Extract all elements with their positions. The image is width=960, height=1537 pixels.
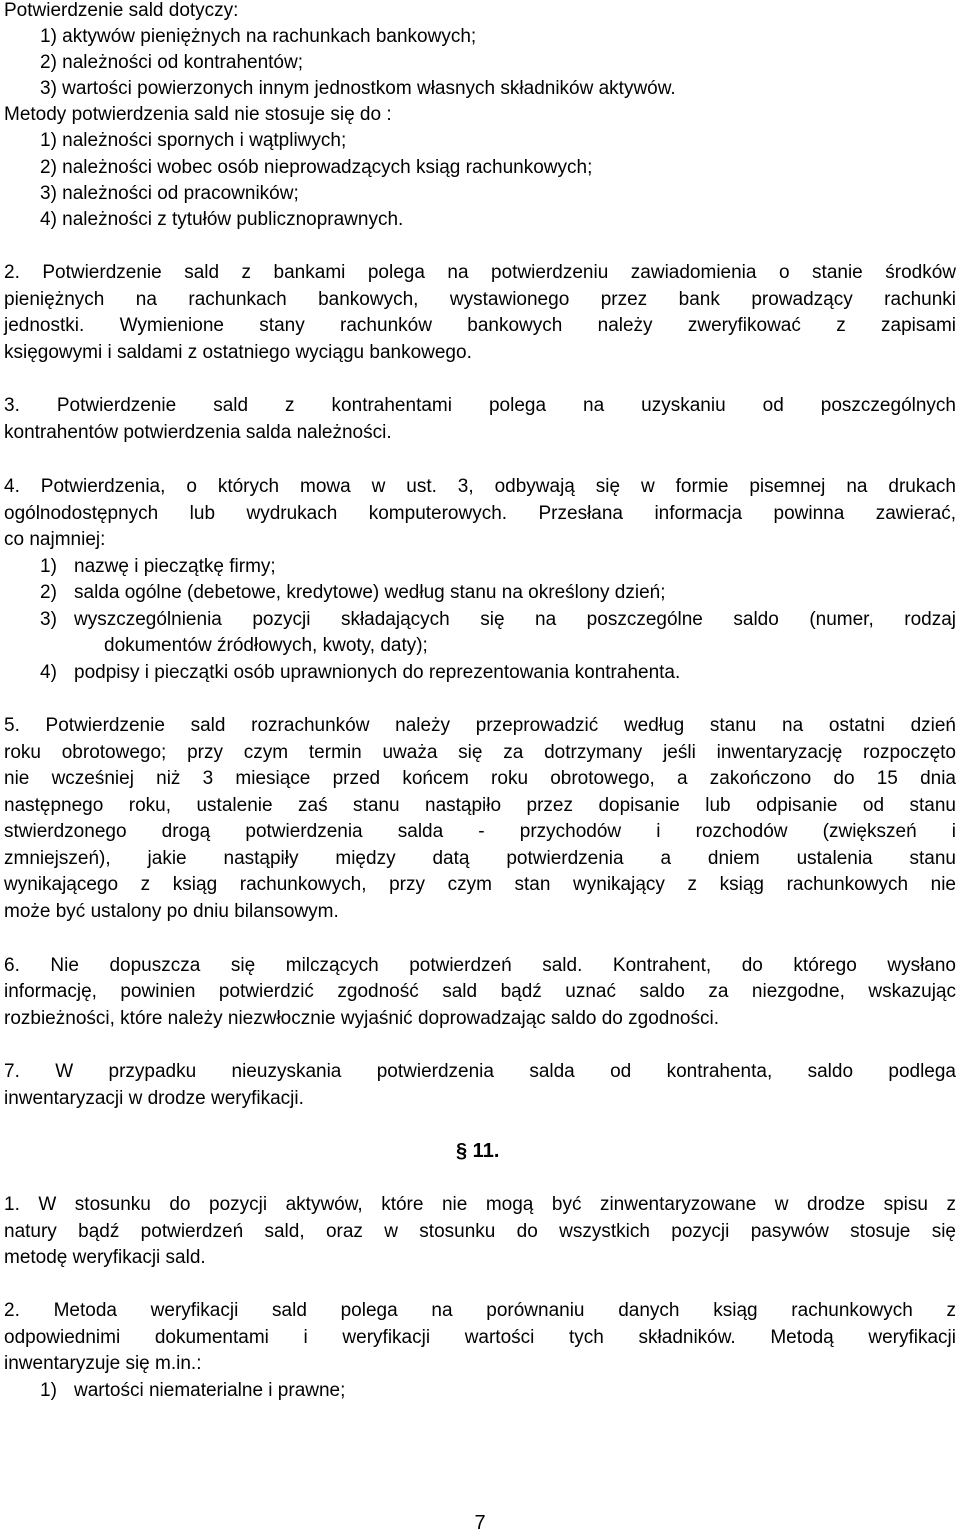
section-title: § 11.: [456, 1140, 500, 1162]
paragraph-6-line: 6. Nie dopuszcza się milczących potwierdzeń sald. Kontrahent, do którego wysłano: [4, 955, 956, 976]
paragraph-7-line: 7. W przypadku nieuzyskania potwierdzenia salda od kontrahenta, saldo podlega: [4, 1061, 956, 1082]
paragraph-4-line: co najmniej:: [4, 529, 106, 550]
paragraph-2-line: pieniężnych na rachunkach bankowych, wystawionego przez bank prowadzący rachunki: [4, 289, 956, 310]
section-paragraph-2-line: inwentaryzuje się m.in.:: [4, 1353, 202, 1374]
exclusion-item: 4) należności z tytułów publicznoprawnych.: [40, 209, 404, 230]
paragraph-2-line: księgowymi i saldami z ostatniego wyciągu bankowego.: [4, 342, 472, 363]
exclusion-item: 2) należności wobec osób nieprowadzących ksiąg rachunkowych;: [40, 157, 593, 178]
intro-item: 2) należności od kontrahentów;: [40, 52, 303, 73]
paragraph-3-line: kontrahentów potwierdzenia salda należności.: [4, 422, 392, 443]
paragraph-6-line: informację, powinien potwierdzić zgodność sald bądź uznać saldo za niezgodne, wskazując: [4, 981, 956, 1002]
intro-item: 1) aktywów pieniężnych na rachunkach bankowych;: [40, 26, 477, 47]
paragraph-5-line: 5. Potwierdzenie sald rozrachunków należy przeprowadzić według stanu na ostatni dzień: [4, 715, 956, 736]
paragraph-5-line: następnego roku, ustalenie zaś stanu nastąpiło przez dopisanie lub odpisanie od stanu: [4, 795, 956, 816]
paragraph-6-line: rozbieżności, które należy niezwłocznie wyjaśnić doprowadzając saldo do zgodności.: [4, 1008, 719, 1029]
section-paragraph-2-item-text: wartości niematerialne i prawne;: [74, 1380, 346, 1401]
section-paragraph-2-item-number: 1): [40, 1380, 57, 1401]
paragraph-4-item-number: 2): [40, 582, 57, 603]
intro-heading: Potwierdzenie sald dotyczy:: [4, 0, 239, 21]
section-paragraph-2-line: 2. Metoda weryfikacji sald polega na porównaniu danych ksiąg rachunkowych z: [4, 1300, 956, 1321]
paragraph-4-item-text: salda ogólne (debetowe, kredytowe) według stanu na określony dzień;: [74, 582, 666, 603]
paragraph-4-item-text: wyszczególnienia pozycji składających się na poszczególne saldo (numer, rodzaj: [74, 609, 956, 630]
paragraph-3-line: 3. Potwierdzenie sald z kontrahentami polega na uzyskaniu od poszczególnych: [4, 395, 956, 416]
paragraph-4-item-number: 3): [40, 609, 57, 630]
page-number: 7: [474, 1512, 486, 1534]
paragraph-2-line: jednostki. Wymienione stany rachunków bankowych należy zweryfikować z zapisami: [4, 315, 956, 336]
paragraph-4-item-text: nazwę i pieczątkę firmy;: [74, 556, 276, 577]
paragraph-4-item-number: 4): [40, 662, 57, 683]
paragraph-4-line: ogólnodostępnych lub wydrukach komputerowych. Przesłana informacja powinna zawierać,: [4, 503, 956, 524]
exclusion-item: 3) należności od pracowników;: [40, 183, 299, 204]
paragraph-5-line: zmniejszeń), jakie nastąpiły między datą potwierdzenia a dniem ustalenia stanu: [4, 848, 956, 869]
exclusion-item: 1) należności spornych i wątpliwych;: [40, 130, 347, 151]
section-paragraph-2-line: odpowiednimi dokumentami i weryfikacji wartości tych składników. Metodą weryfikacji: [4, 1327, 956, 1348]
paragraph-4-item-text: dokumentów źródłowych, kwoty, daty);: [104, 635, 428, 656]
paragraph-5-line: wynikającego z ksiąg rachunkowych, przy czym stan wynikający z ksiąg rachunkowych nie: [4, 874, 956, 895]
paragraph-5-line: stwierdzonego drogą potwierdzenia salda - przychodów i rozchodów (zwiększeń i: [4, 821, 956, 842]
intro-item: 3) wartości powierzonych innym jednostkom własnych składników aktywów.: [40, 78, 676, 99]
paragraph-7-line: inwentaryzacji w drodze weryfikacji.: [4, 1088, 304, 1109]
paragraph-5-line: roku obrotowego; przy czym termin uważa się za dotrzymany jeśli inwentaryzację rozpoczęto: [4, 742, 956, 763]
section-paragraph-1-line: natury bądź potwierdzeń sald, oraz w stosunku do wszystkich pozycji pasywów stosuje się: [4, 1221, 956, 1242]
section-paragraph-1-line: 1. W stosunku do pozycji aktywów, które nie mogą być zinwentaryzowane w drodze spisu z: [4, 1194, 956, 1215]
paragraph-4-line: 4. Potwierdzenia, o których mowa w ust. 3, odbywają się w formie pisemnej na drukach: [4, 476, 956, 497]
paragraph-5-line: może być ustalony po dniu bilansowym.: [4, 901, 339, 922]
paragraph-2-line: 2. Potwierdzenie sald z bankami polega na potwierdzeniu zawiadomienia o stanie środków: [4, 262, 956, 283]
paragraph-4-item-text: podpisy i pieczątki osób uprawnionych do reprezentowania kontrahenta.: [74, 662, 681, 683]
section-paragraph-1-line: metodę weryfikacji sald.: [4, 1247, 206, 1268]
exclusions-heading: Metody potwierdzenia sald nie stosuje się do :: [4, 104, 392, 125]
paragraph-5-line: nie wcześniej niż 3 miesiące przed końcem roku obrotowego, a zakończono do 15 dnia: [4, 768, 956, 789]
paragraph-4-item-number: 1): [40, 556, 57, 577]
